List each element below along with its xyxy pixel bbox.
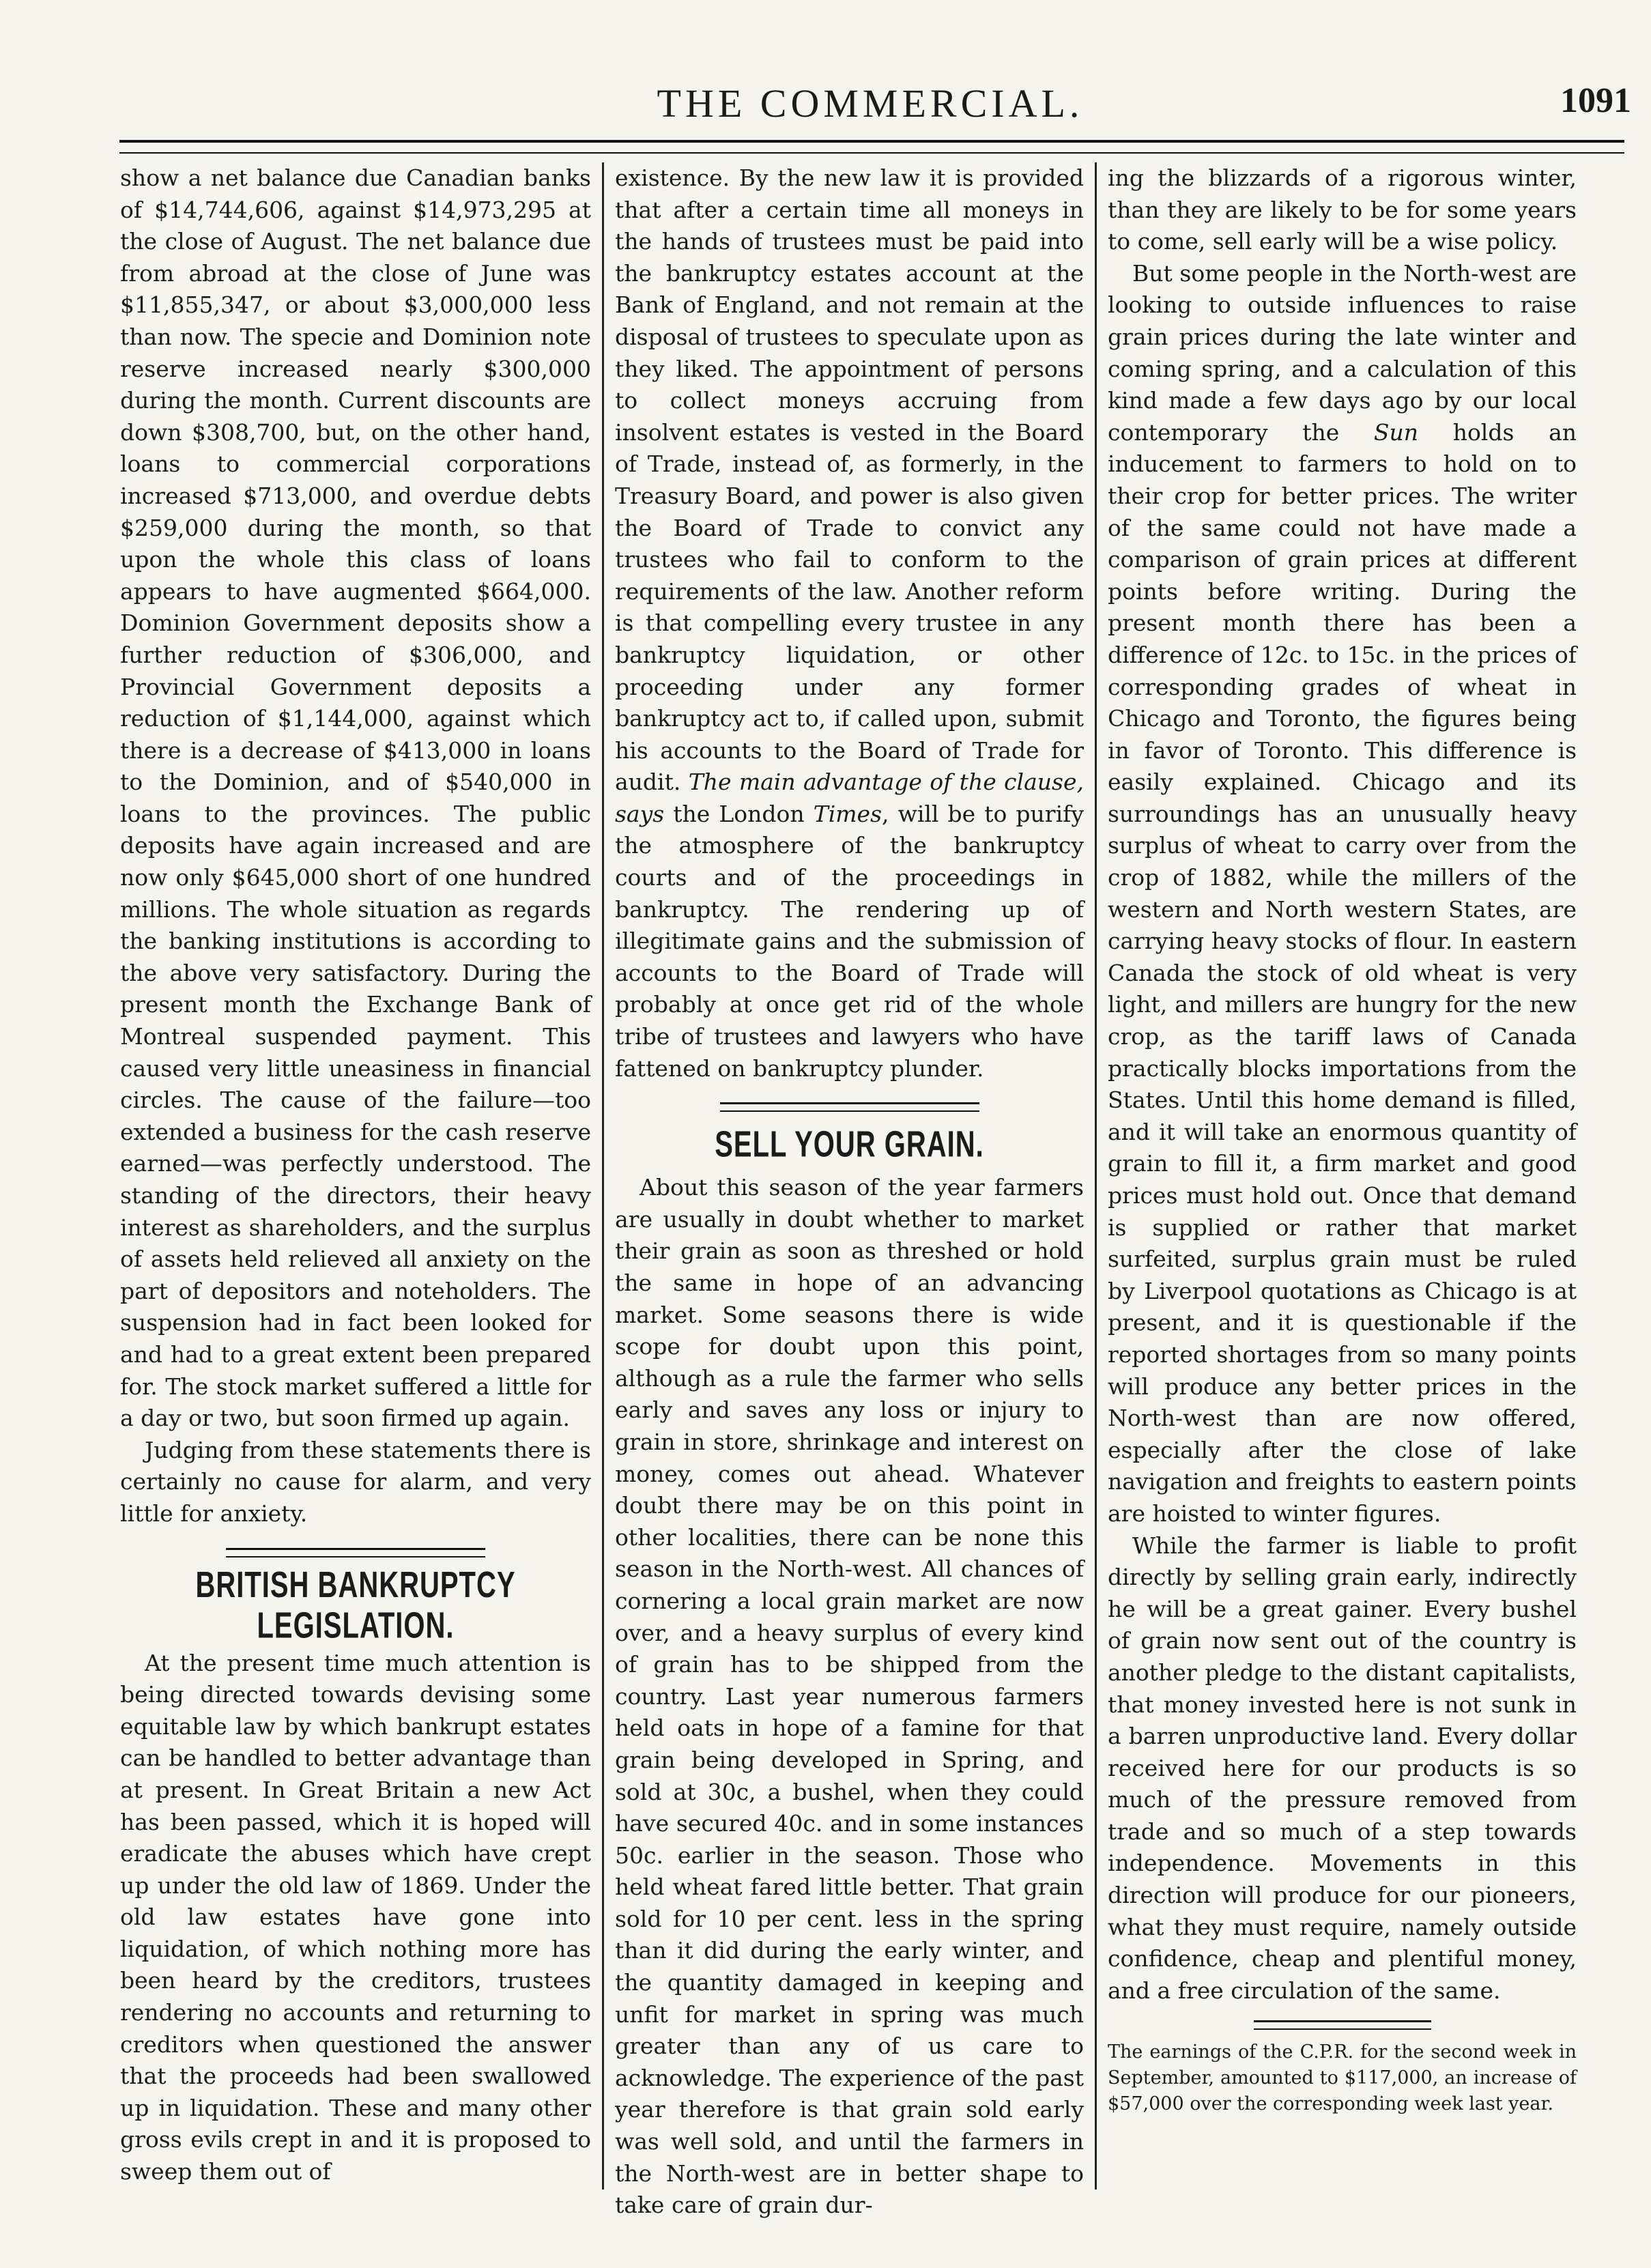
section-rule [226,1548,485,1558]
section-rule [720,1102,979,1112]
section-rule [1254,2020,1431,2030]
italic-run: The main advantage of the clause, says [615,769,1084,827]
paragraph [615,162,1084,1085]
section-heading-bankruptcy: BRITISH BANKRUPTCY LEGISLATION. [195,1564,516,1646]
paragraph [1108,258,1577,1530]
section-heading-grain: SELL YOUR GRAIN. [715,1124,984,1165]
paragraph: show a net balance due Canadian banks of $14,744,606, against $14,973,295 at the close of August. The net balance due from abroad at the close of June was $11,855,347, or about $3,000,000 less than now. The specie and Dominion note reserve increased nearly $300,000 during the month. Current discounts are down $308,700, but, on the other hand, loans to commercial corporations increased $713,000, and overdue debts $259,000 during the month, so that upon the whole this class of loans appears to have augmented $664,000. Dominion Government deposits show a further reduction of $306,000, and Provincial Government deposits a reduction of $1,144,000, against which there is a decrease of $413,000 in loans to the Dominion, and of $540,000 in loans to the provinces. The public deposits have again increased and are now only $645,000 short of one hundred millions. The whole situation as regards the banking institutions is according to the above very satisfactory. During the present month the Exchange Bank of Montreal suspended payment. This caused very little uneasiness in financial circles. The cause of the failure—too extended a business for the cash reserve earned—was perfectly understood. The standing of the directors, their heavy interest as shareholders, and the surplus of assets held relieved all anxiety on the part of depositors and noteholders. The suspension had in fact been looked for and had to a great extent been prepared for. The stock market suffered a little for a day or two, but soon firmed up again. [120,164,591,1432]
text-run: But some people in the North-west are looking to outside influences to raise grain prices during the late winter and coming spring, and a calculation of this kind made a few days ago by our local contemporary the [1108,259,1577,446]
paragraph: At the present time much attention is being directed towards devising some equitable law by which bankrupt estates can be handled to better advantage than at present. In Great Britain a new Act has been passed, which it is hoped will eradicate the abuses which have crept up under the old law of 1869. Under the old law estates have gone into liquidation, of which nothing more has been heard by the creditors, trustees rendering no accounts and returning to creditors when questioned the answer that the proceeds had been swallowed up in liquidation. These and many other gross evils crept in and it is proposed to sweep them out of [120,1649,591,2185]
paragraph: ing the blizzards of a rigorous winter, than they are likely to be for some years to come, sell early will be a wise policy. [1108,164,1577,255]
column-3 [1095,162,1588,2190]
article-columns [109,162,1618,2219]
paragraph: Judging from these statements there is certainly no cause for alarm, and very little for anxiety. [120,1436,591,1527]
text-run: the London [673,800,805,827]
text-run: holds an inducement to farmers to hold on to their crop for better prices. The writer of the same could not have made a comparison of grain prices at different points before writing. During the present month there has been a difference of 12c. to 15c. in the prices of corresponding grades of wheat in Chicago and Toronto, the figures being in favor of Toronto. This difference is easily explained. Chicago and its surroundings has an unusually heavy surplus of wheat to carry over from the crop of 1882, while the millers of the western and North western States, are carrying heavy stocks of flour. In eastern Canada the stock of old wheat is very light, and millers are hungry for the new crop, as the tariff laws of Canada practically blocks importations from the States. Until this home demand is filled, and it will take an enormous quantity of grain to fill it, a firm market and good prices must hold out. Once that demand is supplied or rather that market surfeited, surplus grain must be ruled by Liverpool quotations as Chicago is at present, and it is questionable if the reported shortages from so many points will produce any better prices in the North-west than are now offered, especially after the close of lake navigation and freights to eastern points are hoisted to winter figures. [1108,418,1577,1527]
text-run: , will be to purify the atmosphere of the bankruptcy courts and of the proceedings in bankruptcy. The rendering up of illegitimate gains and the submission of accounts to the Board of Trade will probably at once get rid of the whole tribe of trustees and lawyers who have fattened on bankruptcy plunder. [615,800,1084,1082]
paragraph: While the farmer is liable to profit directly by selling grain early, indirectly he will be a great gainer. Every bushel of grain now sent out of the country is another pledge to the distant capitalists, that money invested here is not sunk in a barren unproductive land. Every dollar received here for our products is so much of the pressure removed from trade and so much of a step towards independence. Movements in this direction will produce for our pioneers, what they must require, namely outside confidence, cheap and plentiful money, and a free circulation of the same. [1108,1532,1577,2004]
page-number: 1091 [1560,81,1631,120]
italic-run: Times [813,800,882,827]
column-2 [602,162,1095,2219]
paragraph: About this season of the year farmers are usually in doubt whether to market their grain as soon as threshed or hold the same in hope of an advancing market. Some seasons there is wide scope for doubt upon this point, although as a rule the farmer who sells early and saves any loss or injury to grain in store, shrinkage and interest on money, comes out ahead. Whatever doubt there may be on this point in other localities, there can be none this season in the North-west. All chances of cornering a local grain market are now over, and a heavy surplus of every kind of grain has to be shipped from the country. Last year numerous farmers held oats in hope of a famine for that grain being developed in Spring, and sold at 30c, a bushel, when they could have secured 40c. and in some instances 50c. earlier in the season. Those who held wheat fared little better. That grain sold for 10 per cent. less in the spring than it did during the early winter, and the quantity damaged in keeping and unfit for market in spring was much greater than any of us care to acknowledge. The experience of the past year therefore is that grain sold early was well sold, and until the farmers in the North-west are in better shape to take care of grain dur- [615,1174,1084,2219]
news-note: The earnings of the C.P.R. for the second week in September, amounted to $117,000, an increase of $57,000 over the corresponding week last year. [1108,2041,1577,2115]
header-rule [119,140,1624,154]
text-run: existence. By the new law it is provided that after a certain time all moneys in the hands of trustees must be paid into the bankruptcy estates account at the Bank of England, and not remain at the disposal of trustees to speculate upon as they liked. The appointment of persons to collect moneys accruing from insolvent estates is vested in the Board of Trade, instead of, as formerly, in the Treasury Board, and power is also given the Board of Trade to convict any trustees who fail to conform to the requirements of the law. Another reform is that compelling every trustee in any bankruptcy liquidation, or other proceeding under any former bankruptcy act to, if called upon, submit his accounts to the Board of Trade for audit. [615,164,1084,796]
page-title: THE COMMERCIAL. [657,81,1084,126]
italic-run: Sun [1373,418,1419,446]
page-header [102,81,1638,128]
column-1 [109,162,602,2190]
